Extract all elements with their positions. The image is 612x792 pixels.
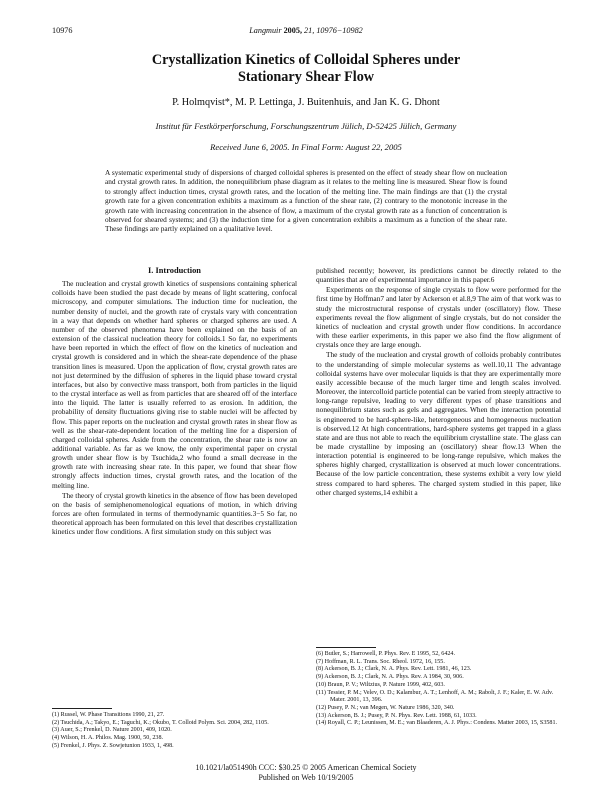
reference-item: (14) Royall, C. P.; Leunissen, M. E.; van Blaaderen, A. J. Phys.: Condens. Matter 2003, 15, S3581. bbox=[316, 720, 558, 727]
references-left bbox=[52, 712, 297, 751]
page-footer bbox=[60, 763, 552, 782]
reference-item: (12) Pusey, P. N.; van Megen, W. Nature 1986, 320, 340. bbox=[316, 704, 455, 711]
footnote-divider bbox=[316, 647, 376, 648]
section-heading: I. Introduction bbox=[148, 266, 201, 275]
left-column bbox=[52, 266, 297, 537]
publication-date: Published on Web 10/19/2005 bbox=[258, 772, 354, 782]
received-dates: Received June 6, 2005. In Final Form: August 22, 2005 bbox=[210, 142, 402, 152]
reference-item: (5) Frenkel, J. Phys. Z. Sowjetunion 1933, 1, 498. bbox=[52, 742, 174, 749]
abstract: A systematic experimental study of dispersions of charged colloidal spheres is presented on the effect of steady shear flow on nucleation and crystal growth rates. In addition, the nonequilibrium phase diagram as it relates to the melting line is measured. Shear flow is found to strongly affect induction times, crystal growth rates, and the location of the melting line. The main findings are that (1) the crystal growth rate for a given concentration exhibits a maximum as a function of the shear rate, (2) contrary to the monotonic increase in the growth rate with increasing concentration in the absence of flow, a maximum of the crystal growth rate as a function of concentration is observed for sheared systems; and (3) the induction time for a given concentration exhibits a maximum as a function of the shear rate. These findings are partly explained on a qualitative level. bbox=[105, 168, 507, 234]
running-header bbox=[52, 26, 560, 38]
reference-item: (4) Wilson, H. A. Philos. Mag. 1900, 50, 238. bbox=[52, 735, 164, 742]
journal-pages: 10976−10982 bbox=[316, 26, 363, 35]
doi-line: 10.1021/la051490h CCC: $30.25 © 2005 American Chemical Society bbox=[195, 763, 417, 772]
journal-name: Langmuir bbox=[249, 26, 282, 35]
journal-year: 2005, bbox=[283, 26, 302, 35]
right-column bbox=[316, 266, 561, 497]
reference-item: (13) Ackerson, B. J.; Pusey, P. N. Phys. Rev. Lett. 1988, 61, 1033. bbox=[316, 712, 477, 719]
references-right bbox=[316, 651, 561, 728]
journal-volume: 21, bbox=[304, 26, 315, 35]
right-paragraph: The study of the nucleation and crystal growth of colloids probably contributes to the understanding of simple molecular systems as well.10,11 The advantage colloidal systems have over molecular liquids is that they are experimentally more easily accessible because of the much larger time and length scales involved. Moreover, the intercolloid particle potential can be varied from steeply attractive to long-range repulsive, leading to very different types of phase transitions and nonequilibrium states such as gels and aggregates. When the interaction potential is engineered to be hard-sphere-like, heterogeneous and homogeneous nucleation is observed.12 At high concentrations, hard-sphere systems get trapped in a glass state and are thus not able to reach the equilibrium crystalline state. The glass can be made crystalline by imposing an (oscillatory) shear flow.13 When the interaction potential is engineered to be long-range repulsive, which makes the spheres highly charged, crystallization is observed at much lower concentrations. Because of the low particle concentration, these systems exhibit a very low yield stress compared to hard spheres. The charged system studied in this paper, like other charged systems,14 exhibit a bbox=[316, 350, 561, 497]
reference-item: (6) Butler, S.; Harrowell, P. Phys. Rev. E 1995, 52, 6424. bbox=[316, 651, 456, 657]
footnote-divider bbox=[52, 708, 112, 709]
left-paragraph: The nucleation and crystal growth kinetics of suspensions containing spherical colloids have been studied the past decade by means of light scattering, confocal microscopy, and computer simulations. The induction time for nucleation, the number density of nuclei, and the growth rate of crystals vary with concentration in a way that depends on whether hard spheres or charged spheres are used. A number of the observed phenomena have been explained on the basis of an extension of the classical nucleation theory for colloids.1 So far, no experiments have been reported in which the effect of flow on the kinetics of nucleation and crystal growth is considered and in which the shear-rate dependence of the phase transition lines is measured. Upon the application of flow, crystal growth rates are not just determined by the diffusion of spheres in the liquid phase toward crystal interfaces, but also by convective mass transport, both from particles in the liquid to the crystal interface as well as from particles that are sheared off of the interface into the liquid. The latter is usually referred to as erosion. In addition, the probability of density fluctuations giving rise to stable nuclei will be affected by flow. This paper reports on the nucleation and crystal growth rates in shear flow as well as the shear-rate-dependent location of the melting line for a dispersion of charged colloidal spheres. Aside from the concentration, the shear rate is now an additional variable. As far as we know, the only experimental paper on crystal growth under shear flow is by Tsuchida,2 who found a small decrease in the growth rate with increasing shear rate. In this paper, we found that shear flow strongly affects induction times, crystal growth rates, and the location of the melting line. bbox=[52, 279, 297, 490]
affiliation: Institut für Festkörperforschung, Forschungszentrum Jülich, D-52425 Jülich, Germany bbox=[155, 121, 457, 131]
right-paragraph: Experiments on the response of single crystals to flow were performed for the first time by Hoffman7 and later by Ackerson et al.8,9 The aim of that work was to study the microstructural response of crystals under (oscillatory) flow. These experiments reveal the flow alignment of single crystals, but do not consider the kinetics of nucleation and crystal growth under flow conditions. In accordance with these earlier experiments, in this paper we also find the flow alignment of crystals once they are large enough. bbox=[316, 285, 561, 350]
left-paragraph: The theory of crystal growth kinetics in the absence of flow has been developed on the basis of semiphenomenological equations of motion, in which driving forces are often formulated in terms of thermodynamic quantities.3−5 So far, no theoretical approach has been formulated on this level that describes crystallization kinetics under flow conditions. A first simulation study on this subject was bbox=[52, 490, 297, 537]
reference-item: (1) Russel, W. Phase Transitions 1990, 21, 27. bbox=[52, 712, 165, 718]
page-number: 10976 bbox=[52, 26, 73, 35]
title-line-1: Crystallization Kinetics of Colloidal Spheres under bbox=[151, 52, 461, 68]
journal-citation bbox=[52, 26, 560, 35]
reference-item: (2) Tsuchida, A.; Takyo, E.; Taguchi, K.; Okubo, T. Colloid Polym. Sci. 2004, 282, 1105. bbox=[52, 719, 269, 726]
reference-item: (7) Hoffman, R. L. Trans. Soc. Rheol. 1972, 16, 155. bbox=[316, 658, 445, 665]
article-title bbox=[60, 52, 552, 86]
reference-item: (10) Braun, P. V.; Wiltzius, P. Nature 1999, 402, 603. bbox=[316, 681, 445, 688]
reference-item: (11) Tessier, P. M.; Velev, O. D.; Kalambur, A. T.; Lenhoff, A. M.; Rabolt, J. F.; Kaler, E. W. Adv. Mater. 2001, 13, 396. bbox=[316, 689, 554, 704]
title-line-2: Stationary Shear Flow bbox=[237, 69, 375, 85]
reference-item: (8) Ackerson, B. J.; Clark, N. A. Phys. Rev. Lett. 1981, 46, 123. bbox=[316, 666, 472, 673]
reference-item: (9) Ackerson, B. J.; Clark, N. A. Phys. Rev. A 1984, 30, 906. bbox=[316, 674, 464, 681]
author-list: P. Holmqvist*, M. P. Lettinga, J. Buitenhuis, and Jan K. G. Dhont bbox=[172, 97, 440, 108]
reference-item: (3) Auer, S.; Frenkel, D. Nature 2001, 409, 1020. bbox=[52, 727, 172, 734]
right-paragraph: published recently; however, its predictions cannot be directly related to the quantities that are of experimental importance in this paper.6 bbox=[316, 266, 561, 285]
